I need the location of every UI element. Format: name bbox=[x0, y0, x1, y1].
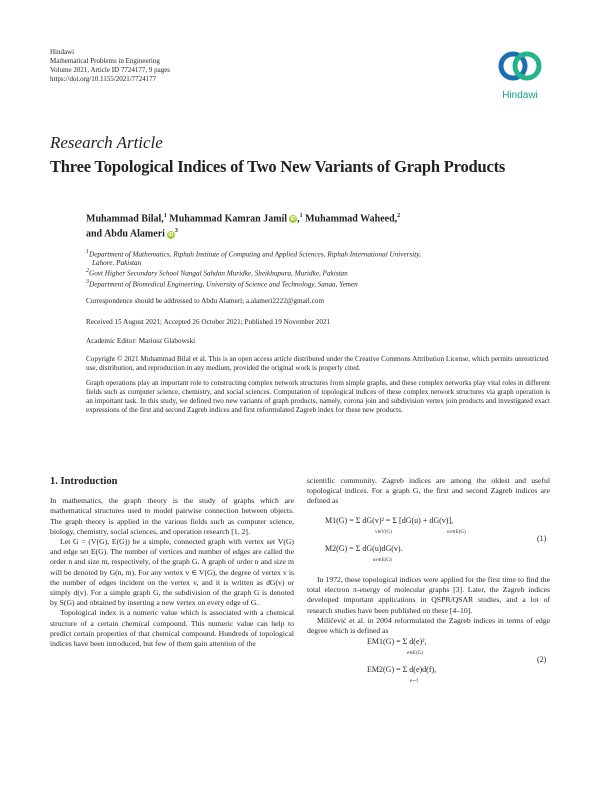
equation-1-sub-2: uv∈E(G) bbox=[447, 530, 466, 535]
author-1-affil: 1 bbox=[163, 213, 167, 219]
author-4: and Abdu Alameri bbox=[86, 228, 165, 240]
academic-editor: Academic Editor: Mariusz Glabowski bbox=[86, 337, 196, 345]
publisher-name: Hindawi bbox=[50, 48, 75, 56]
equation-2-line-1: EM1(G) = Σ d(e)², bbox=[367, 637, 427, 646]
right-column bbox=[307, 476, 550, 507]
hindawi-logo-icon bbox=[492, 46, 548, 90]
right-paragraph-3: Miličević et al. in 2004 reformulated the Zagreb indices in terms of edge degree which is defined as bbox=[307, 615, 550, 636]
hindawi-logo bbox=[492, 46, 548, 104]
paper-title: Three Topological Indices of Two New Variants of Graph Products bbox=[50, 157, 506, 176]
section-heading: 1. Introduction bbox=[50, 476, 118, 487]
orcid-icon[interactable]: iD bbox=[168, 231, 174, 238]
author-list: Muhammad Bilal,$^1$ Muhammad Kamran Jamil iD ,$^1$ Muhammad Waheed,$^2$ and Abdu Alameri $iD^3$ bbox=[86, 213, 401, 240]
doi-link[interactable]: https://doi.org/10.1155/2021/7724177 bbox=[50, 75, 157, 83]
right-paragraph-2: In 1972, these topological indices were applied for the first time to find the total electron π-energy of molecular graphs [3]. Later, the Zagreb indices developed important applications in QSPR/QSAR studies, and a lot of research studies have been published on these [4–10]. bbox=[307, 575, 550, 615]
affiliation-1: $^1$Department of Mathematics, Riphah Institute of Computing and Applied Sciences, Riphah International University, Lahore, Pakistan bbox=[86, 249, 421, 268]
equation-1-number: (1) bbox=[537, 534, 547, 543]
author-2: Muhammad Kamran Jamil bbox=[169, 213, 288, 225]
equation-2-sub-1: e∈E(G) bbox=[407, 651, 423, 656]
author-4-affil: 3 bbox=[174, 228, 178, 235]
journal-info bbox=[50, 48, 170, 84]
logo-text: Hindawi bbox=[502, 90, 538, 101]
equation-1-sub-1: v∈V(G) bbox=[375, 530, 392, 535]
affiliation-3: $^3$Department of Biomedical Engineering, University of Science and Technology, Sanaa, Yemen bbox=[86, 279, 358, 289]
copyright-notice: Copyright © 2021 Muhammad Bilal et al. This is an open access article distributed under the Creative Commons Attribution License, which permits unrestricted use, distribution, and reproduction in any medium, provided the original work is properly cited. bbox=[86, 355, 549, 372]
author-2-affil: 1 bbox=[299, 213, 303, 219]
right-text-2 bbox=[307, 575, 550, 636]
equation-1-sub-3: uv∈E(G) bbox=[373, 558, 392, 563]
intro-paragraph-3: Topological index is a numeric value which is associated with a chemical structure of a certain chemical compound. This numeric value can help to predict certain properties of that chemical compound. Hundreds of topological indices have been introduced, but few of them gain attention of the bbox=[50, 608, 294, 649]
publication-dates: Received 15 August 2021; Accepted 26 October 2021; Published 19 November 2021 bbox=[86, 318, 331, 326]
equation-2 bbox=[307, 633, 550, 689]
abstract: Graph operations play an important role to constructing complex network structures from simple graphs, and these complex networks play vital roles in different fields such as computer science, chemistry, and social sciences. Computation of topological indices of these complex network structures via graph operation is an important task. In this study, we defined two new variants of graph products, namely, corona join and subdivision vertex join products and investigated exact expressions of the first and second Zagreb indices and first reformulated Zagreb index for these new products. bbox=[86, 379, 550, 415]
equation-2-line-2: EM2(G) = Σ d(e)d(f), bbox=[367, 665, 437, 674]
equation-1-line-1: M1(G) = Σ dG(v)² = Σ [dG(u) + dG(v)], bbox=[325, 516, 454, 525]
author-1: Muhammad Bilal, bbox=[86, 213, 164, 225]
author-3-affil: 2 bbox=[397, 213, 401, 219]
equation-2-number: (2) bbox=[537, 655, 547, 664]
article-type: Research Article bbox=[50, 133, 163, 152]
equation-1 bbox=[307, 512, 550, 568]
equation-1-line-2: M2(G) = Σ dG(u)dG(v). bbox=[325, 544, 403, 553]
correspondence: Correspondence should be addressed to Abdu Alameri; a.alameri2222@gmail.com bbox=[86, 297, 324, 305]
author-3: Muhammad Waheed, bbox=[305, 213, 398, 225]
volume-line: Volume 2021, Article ID 7724177, 9 pages bbox=[50, 66, 171, 74]
intro-paragraph-2: Let G = (V(G), E(G)) be a simple, connected graph with vertex set V(G) and edge set E(G). The number of vertices and number of edges are called the order n and size m, respectively, of the graph G. A graph of order n and size m will be denoted by G(n, m). For any vertex v ∈ V(G), the degree of vertex v is the number of edges incident on the vertex v, and it is written as dG(v) or simply d(v). For a simple graph G, the subdivision of the graph G is denoted by S(G) and obtained by inserting a new vertex on every edge of G. bbox=[50, 537, 294, 608]
affiliation-2: $^2$Govt Higher Secondary School Nangal Sahdan Muridke, Sheikhupura, Muridke, Pakistan bbox=[86, 268, 348, 278]
orcid-icon[interactable]: iD bbox=[290, 216, 296, 223]
journal-name: Mathematical Problems in Engineering bbox=[50, 57, 160, 65]
equation-2-sub-2: e∼f bbox=[410, 679, 419, 684]
intro-paragraph-1: In mathematics, the graph theory is the study of graphs which are mathematical structures used to model pairwise connection between objects. The graph theory is applied in the various fields such as computer science, biology, chemistry, social sciences, and operation research [1, 2]. bbox=[50, 496, 294, 536]
left-column bbox=[50, 477, 294, 649]
right-paragraph-1: scientific community. Zagreb indices are among the oldest and useful topological indices. For a graph G, the first and second Zagreb indices are defined as bbox=[307, 476, 550, 506]
